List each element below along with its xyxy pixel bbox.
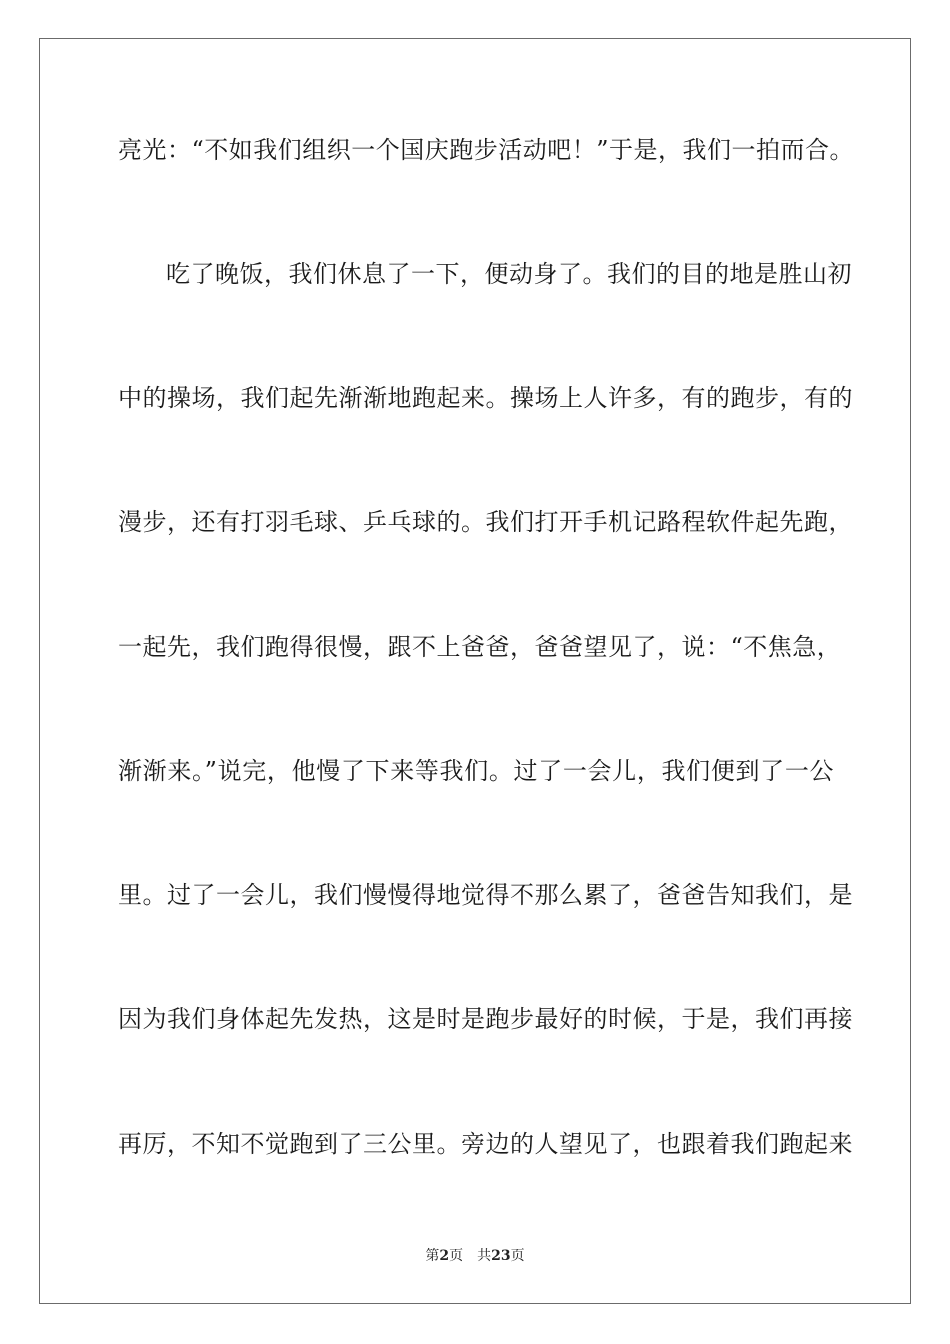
total-prefix: 共 (477, 1248, 492, 1264)
text-line-6: 渐渐来。”说完，他慢了下来等我们。过了一会儿，我们便到了一公 (118, 757, 834, 785)
text-line-4: 漫步，还有打羽毛球、乒乓球的。我们打开手机记路程软件起先跑， (118, 508, 853, 536)
text-line-5: 一起先，我们跑得很慢，跟不上爸爸，爸爸望见了，说：“不焦急， (118, 633, 842, 661)
text-line-2: 吃了晚饭，我们休息了一下，便动身了。我们的目的地是胜山初 (166, 260, 852, 288)
page-suffix: 页 (449, 1248, 464, 1264)
text-line-1: 亮光：“不如我们组织一个国庆跑步活动吧！”于是，我们一拍而合。 (118, 136, 855, 164)
total-pages: 23 (491, 1248, 511, 1264)
text-line-9: 再厉，不知不觉跑到了三公里。旁边的人望见了，也跟着我们跑起来 (118, 1130, 853, 1158)
page-prefix: 第 (425, 1248, 440, 1264)
page-footer (0, 1247, 950, 1265)
page-border (39, 38, 911, 1304)
total-suffix: 页 (510, 1248, 525, 1264)
page-number: 2 (439, 1248, 450, 1264)
text-line-7: 里。过了一会儿，我们慢慢得地觉得不那么累了，爸爸告知我们，是 (118, 881, 853, 909)
text-line-8: 因为我们身体起先发热，这是时是跑步最好的时候，于是，我们再接 (118, 1005, 853, 1033)
text-line-3: 中的操场，我们起先渐渐地跑起来。操场上人许多，有的跑步，有的 (118, 384, 853, 412)
